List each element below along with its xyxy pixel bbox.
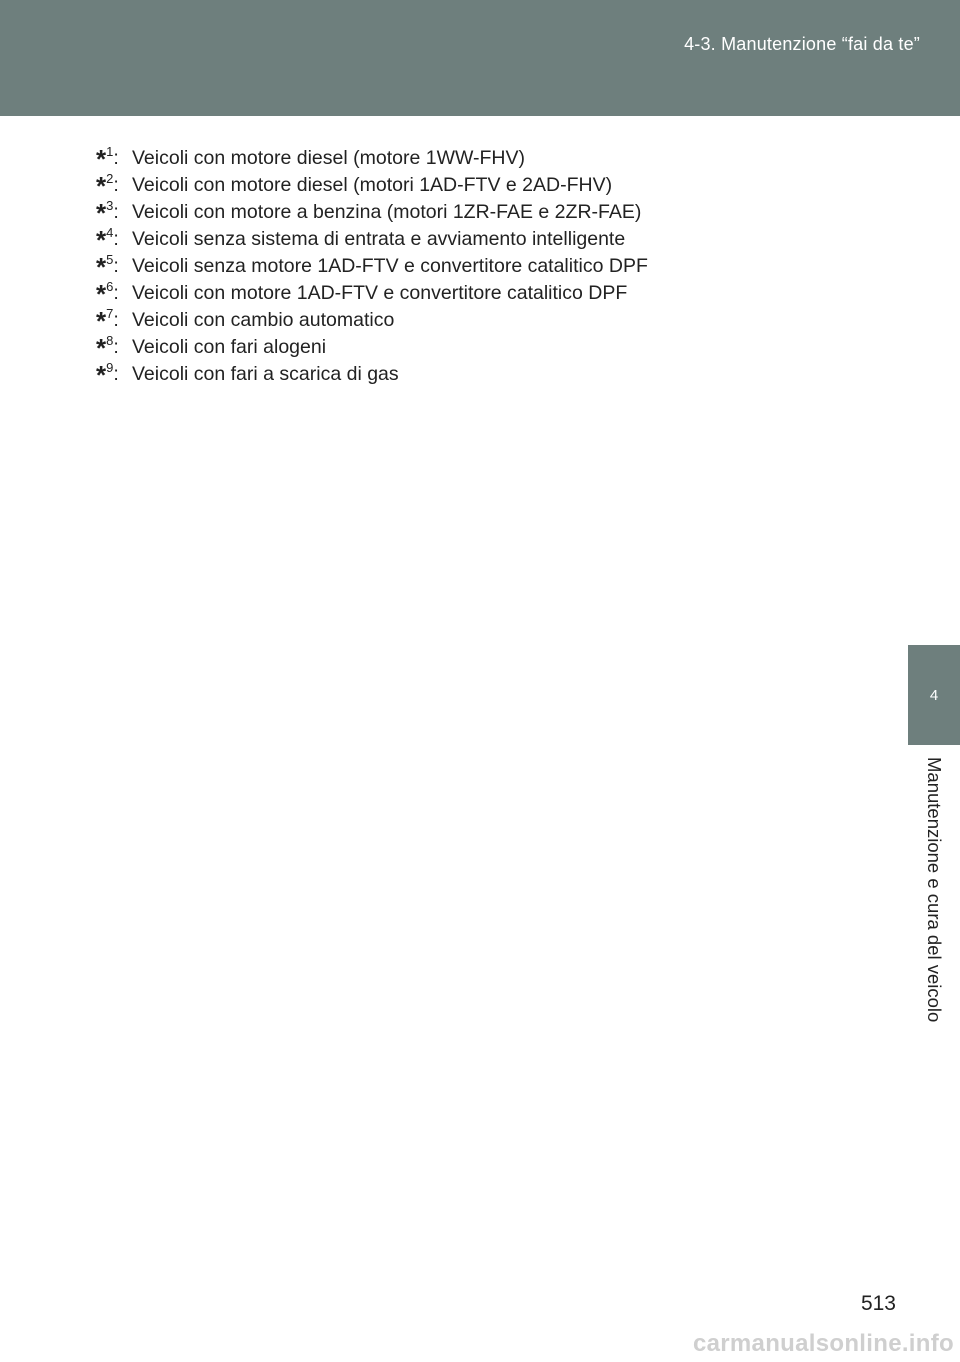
chapter-title: Manutenzione e cura del veicolo bbox=[924, 757, 945, 1023]
footnote-list bbox=[96, 144, 876, 390]
footnote-number: 6 bbox=[106, 279, 114, 294]
chapter-tab bbox=[908, 645, 960, 745]
footnote-2 bbox=[96, 171, 876, 201]
footnote-marker: *$^9$: bbox=[96, 360, 119, 390]
footnote-marker: *$^4$: bbox=[96, 225, 119, 255]
footnote-number: 7 bbox=[106, 306, 114, 321]
asterisk-icon: * bbox=[96, 171, 107, 201]
footnote-number: 1 bbox=[106, 144, 114, 159]
footnote-marker: *$^5$: bbox=[96, 252, 119, 282]
footnote-1 bbox=[96, 144, 876, 174]
footnote-8 bbox=[96, 333, 876, 363]
footnote-marker: *$^2$: bbox=[96, 171, 119, 201]
footnote-9 bbox=[96, 360, 876, 390]
section-title: 4-3. Manutenzione “fai da te” bbox=[684, 34, 920, 54]
footnote-marker: *$^6$: bbox=[96, 279, 119, 309]
footnote-marker: *$^7$: bbox=[96, 306, 119, 336]
footnote-marker: *$^8$: bbox=[96, 333, 119, 363]
footnote-6 bbox=[96, 279, 876, 309]
footnote-text: Veicoli senza sistema di entrata e avviamento intelligente bbox=[132, 228, 626, 250]
asterisk-icon: * bbox=[96, 306, 107, 336]
footnote-text: Veicoli con fari alogeni bbox=[132, 336, 327, 358]
chapter-number: 4 bbox=[929, 686, 939, 704]
footnote-marker: *$^1$: bbox=[96, 144, 119, 174]
asterisk-icon: * bbox=[96, 252, 107, 282]
footnote-number: 5 bbox=[106, 252, 114, 267]
footnote-text: Veicoli senza motore 1AD-FTV e convertitore catalitico DPF bbox=[132, 255, 648, 277]
page-number: 513 bbox=[860, 1292, 896, 1315]
footnote-text: Veicoli con motore diesel (motore 1WW-FHV) bbox=[132, 147, 526, 169]
footnote-5 bbox=[96, 252, 876, 282]
footnote-3 bbox=[96, 198, 876, 228]
footnote-4 bbox=[96, 225, 876, 255]
asterisk-icon: * bbox=[96, 333, 107, 363]
chapter-side-label bbox=[908, 757, 960, 1057]
footnote-text: Veicoli con motore a benzina (motori 1ZR-FAE e 2ZR-FAE) bbox=[132, 201, 642, 223]
asterisk-icon: * bbox=[96, 279, 107, 309]
footnote-number: 8 bbox=[106, 333, 114, 348]
footnote-number: 9 bbox=[106, 360, 114, 375]
asterisk-icon: * bbox=[96, 225, 107, 255]
footnote-7 bbox=[96, 306, 876, 336]
footnote-number: 3 bbox=[106, 198, 114, 213]
asterisk-icon: * bbox=[96, 198, 107, 228]
footnote-text: Veicoli con motore 1AD-FTV e convertitore catalitico DPF bbox=[132, 282, 628, 304]
footnote-number: 2 bbox=[106, 171, 114, 186]
footnote-marker: *$^3$: bbox=[96, 198, 119, 228]
header-band bbox=[0, 0, 960, 116]
watermark: carmanualsonline.info bbox=[692, 1330, 954, 1357]
footnote-text: Veicoli con motore diesel (motori 1AD-FTV e 2AD-FHV) bbox=[132, 174, 613, 196]
asterisk-icon: * bbox=[96, 144, 107, 174]
footnote-text: Veicoli con fari a scarica di gas bbox=[132, 363, 399, 385]
footnote-text: Veicoli con cambio automatico bbox=[132, 309, 395, 331]
footnote-number: 4 bbox=[106, 225, 114, 240]
asterisk-icon: * bbox=[96, 360, 107, 390]
